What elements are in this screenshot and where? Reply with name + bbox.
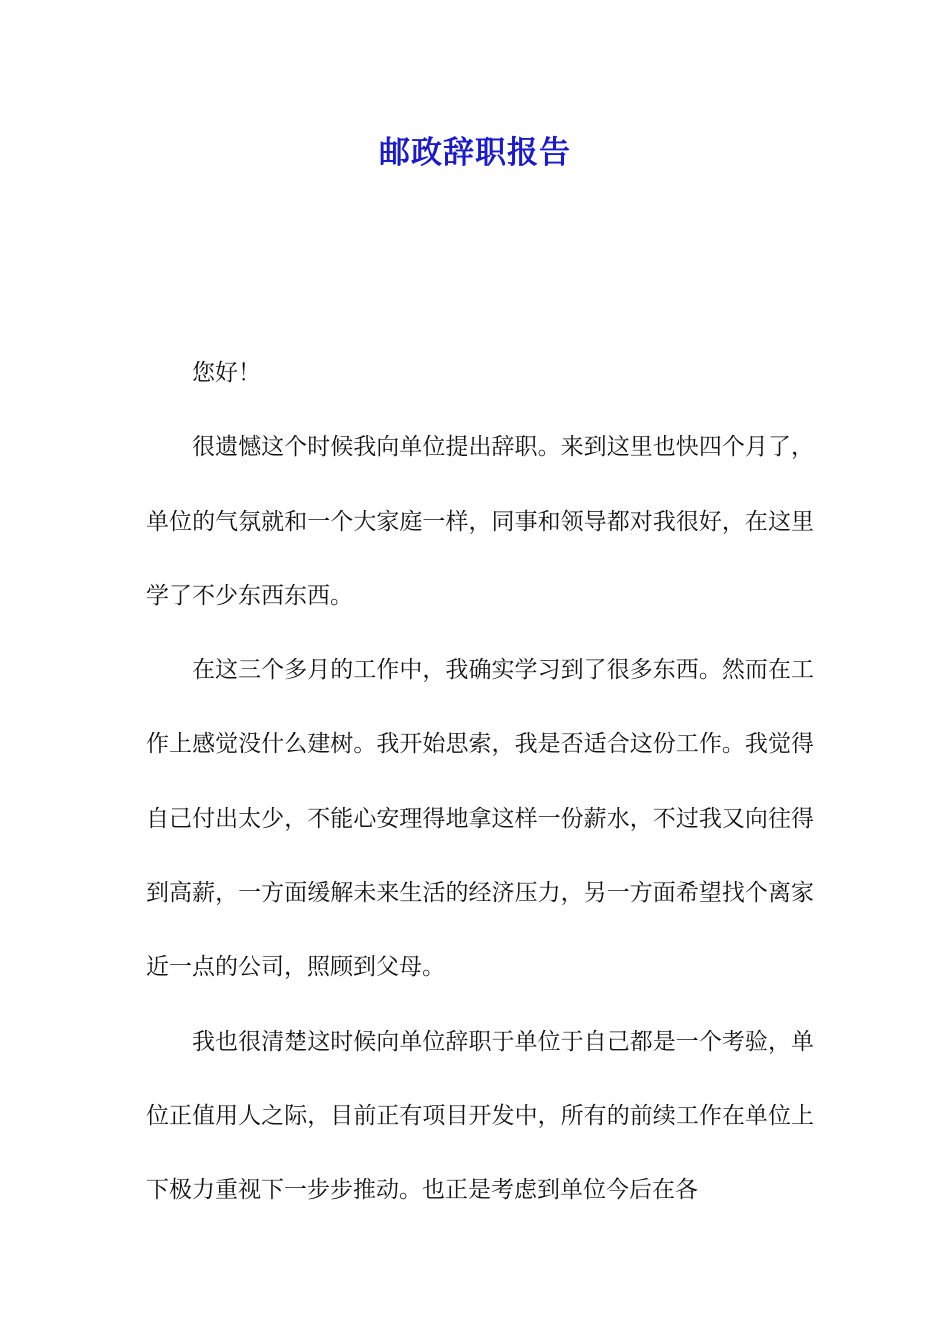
document-title: 邮政辞职报告 xyxy=(379,135,571,171)
document-body xyxy=(146,336,814,1228)
body-paragraph-2: 在这三个多月的工作中，我确实学习到了很多东西。然而在工作上感觉没什么建树。我开始思索，我是否适合这份工作。我觉得自己付出太少，不能心安理得地拿这样一份薪水，不过我又向往得到高薪，一方面缓解未来生活的经济压力，另一方面希望找个离家近一点的公司，照顾到父母。 xyxy=(146,657,814,981)
body-paragraph-3: 我也很清楚这时候向单位辞职于单位于自己都是一个考验，单位正值用人之际，目前正有项目开发中，所有的前续工作在单位上下极力重视下一步步推动。也正是考虑到单位今后在各 xyxy=(146,1028,814,1204)
body-paragraph-1: 很遗憾这个时候我向单位提出辞职。来到这里也快四个月了，单位的气氛就和一个大家庭一样，同事和领导都对我很好，在这里学了不少东西东西。 xyxy=(146,434,814,609)
greeting-paragraph: 您好！ xyxy=(192,360,261,386)
